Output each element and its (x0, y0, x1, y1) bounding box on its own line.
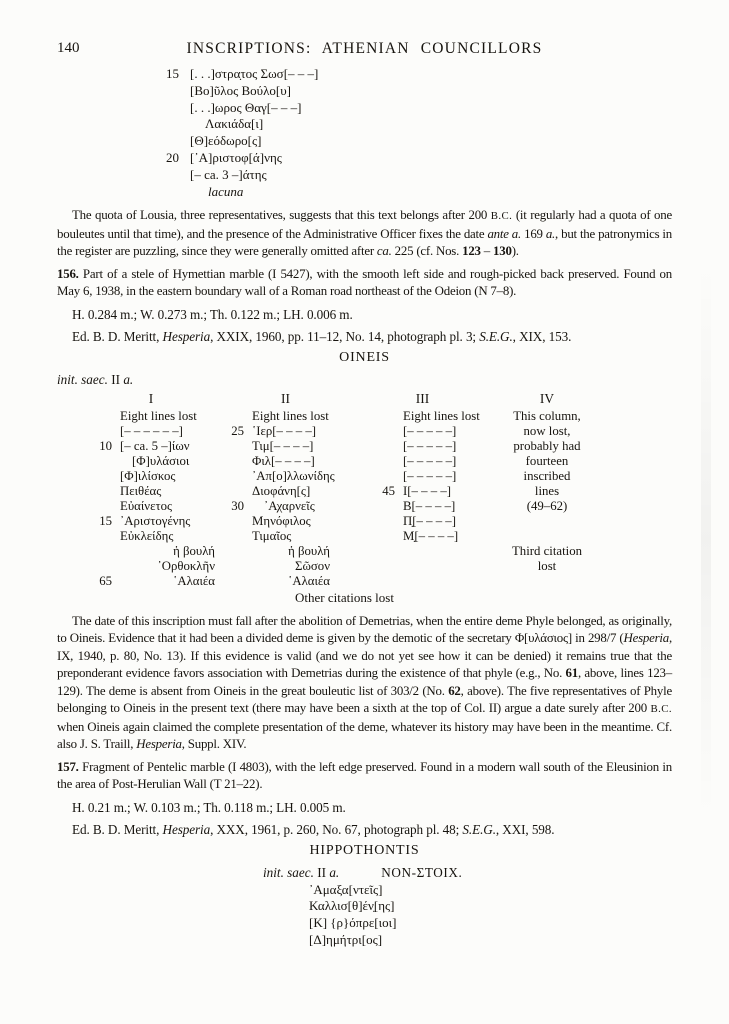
table-cell-col4: inscribed (523, 468, 571, 483)
entry-156-description: 156. Part of a stele of Hymettian marble (I 5427), with the smooth left side and rough-picked back preserved. Found on May 6, 1938, in the eastern boundary wall of a Roman road northeast of the Odeion (N 7–8). (57, 266, 672, 299)
greek-text: [Θ]εόδωρο[ς] (190, 133, 262, 149)
table-cell-col4 (492, 514, 602, 529)
line-number (219, 544, 252, 559)
oineis-register-table (87, 390, 672, 606)
table-row (87, 514, 672, 529)
table-cell-col3 (370, 559, 475, 574)
line-number (370, 424, 403, 439)
line-number (219, 484, 252, 499)
table-row (87, 574, 672, 589)
line-number (87, 484, 120, 499)
line-number (219, 454, 252, 469)
table-cell-col3 (370, 529, 475, 544)
greek-text: [Βο]ῦλος Βούλο[υ] (190, 82, 291, 98)
table-cell-col3 (370, 424, 475, 439)
line-number (370, 529, 403, 544)
table-cell-col4 (492, 529, 602, 544)
greek-text: [– – – – –] (403, 423, 457, 438)
table-cell-col3 (370, 544, 475, 559)
line-number (157, 100, 179, 117)
greek-text: ᾿Αχαρνεῖς (264, 498, 315, 513)
greek-text: Π̣[– – – –] (403, 513, 456, 528)
table-cell-col1 (87, 454, 215, 469)
greek-text: Εὐκλείδης (120, 528, 174, 543)
table-cell-col1 (87, 409, 215, 424)
line-number: 25 (231, 423, 244, 438)
citations-footer: Other citations lost (295, 589, 394, 605)
line-number (87, 454, 120, 469)
line-number (219, 409, 252, 424)
table-cell-col1 (87, 499, 215, 514)
table-row (87, 454, 672, 469)
entry-157-measurements: H. 0.21 m.; W. 0.103 m.; Th. 0.118 m.; LH. 0.005 m. (72, 799, 346, 815)
table-body (87, 409, 672, 589)
line-number: 15 (99, 513, 112, 528)
greek-text: Τιμαῖος (252, 528, 292, 543)
inscription-line (309, 898, 672, 915)
greek-text: [Φ]υλάσιοι (132, 453, 190, 468)
page-title: INSCRIPTIONS: ATHENIAN COUNCILLORS (186, 40, 543, 57)
table-cell-col3 (370, 469, 475, 484)
greek-text: ᾿Αριστογένης (120, 513, 191, 528)
table-cell-col2 (219, 574, 352, 589)
table-cell-col4 (492, 574, 602, 589)
inscription-line (157, 150, 672, 167)
line-number: 30 (231, 498, 244, 513)
table-row (87, 439, 672, 454)
line-number (219, 439, 252, 454)
greek-text (403, 559, 475, 574)
table-cell-col4: probably had (513, 438, 581, 453)
line-number (157, 167, 179, 184)
greek-text: [Δ]ημήτρι[ος] (309, 931, 383, 947)
greek-text: ἡ βουλή (288, 543, 330, 558)
line-number (370, 439, 403, 454)
table-cell-col2 (219, 559, 352, 574)
greek-text: Ι[– – – –] (403, 483, 451, 498)
page-header (57, 40, 672, 58)
greek-text: [. . .]στρα̣τος Σωσ[– – –] (190, 66, 319, 81)
table-row (87, 544, 672, 559)
greek-text: [– – – – –] (403, 468, 457, 483)
table-cell-col4: This column, (513, 408, 581, 423)
line-number (87, 499, 120, 514)
inscription-line (157, 116, 672, 133)
table-row (87, 499, 672, 514)
inscription-line (157, 66, 672, 83)
inscription-157-fragment-list (309, 882, 672, 948)
greek-text: Σῶσον (295, 558, 330, 573)
greek-text: ᾿Απ[ο]λλωνίδης (252, 468, 335, 483)
greek-text: ῾Αλαιέα (288, 573, 330, 588)
table-cell-col3 (370, 574, 475, 589)
line-number (87, 469, 120, 484)
greek-text: Eight lines lost (120, 408, 197, 423)
table-cell-col1 (87, 544, 215, 559)
scan-artifact (701, 260, 711, 820)
oineis-heading: OINEIS (339, 349, 390, 365)
table-cell-col4: fourteen (525, 453, 569, 468)
stoich-label: ΝΟΝ-ΣΤΟΙΧ. (381, 864, 463, 880)
page-number: 140 (57, 40, 80, 56)
entry-156-measurements: H. 0.284 m.; W. 0.273 m.; Th. 0.122 m.; LH. 0.006 m. (72, 306, 353, 322)
greek-text: [. . .]ωρος Θαγ[– – –] (190, 99, 302, 115)
line-number (219, 559, 252, 574)
line-number: 65 (99, 573, 112, 588)
table-cell-col4: lines (534, 483, 560, 498)
table-cell-col2 (219, 484, 352, 499)
greek-text: Μηνόφιλος (252, 513, 311, 528)
greek-text: [– – – – –] (403, 438, 457, 453)
table-row (87, 409, 672, 424)
line-number (87, 529, 120, 544)
line-number (87, 544, 120, 559)
greek-text: Φιλ[– – – –] (252, 453, 315, 468)
inscription-line (309, 932, 672, 949)
table-cell-col2 (219, 439, 352, 454)
greek-text: Eight lines lost (252, 408, 329, 423)
inscription-line (309, 915, 672, 932)
line-number (370, 544, 403, 559)
line-number (157, 116, 179, 133)
greek-text: Εὐαίνετος (120, 498, 173, 513)
greek-text: [– – – – – –] (120, 423, 183, 438)
line-number (370, 514, 403, 529)
line-number: 10 (99, 438, 112, 453)
greek-text: [– – – – –] (403, 453, 457, 468)
entry-156-edition: Ed. B. D. Meritt, Hesperia, XXIX, 1960, pp. 11–12, No. 14, photograph pl. 3; S.E.G., XIX, 153. (72, 328, 572, 344)
line-number (219, 529, 252, 544)
column-header-3: III (415, 390, 430, 406)
inscription-155-fragment-list (157, 66, 672, 200)
inscription-line (157, 184, 672, 201)
greek-text: Καλλισ[θ]έν̣[ης] (309, 898, 395, 914)
inscription-line (157, 167, 672, 184)
table-cell-col2 (219, 499, 352, 514)
table-cell-col4: Third citation (511, 543, 582, 558)
hippothontis-date-note: init. saec. II a. (263, 864, 340, 880)
line-number (370, 454, 403, 469)
greek-text: [᾿Α]ριστοφ[ά]νης (190, 149, 282, 165)
table-cell-col3 (370, 484, 475, 499)
inscription-line (157, 83, 672, 100)
greek-text: [– ca. 5 –]ίων (120, 438, 190, 453)
table-cell-col1 (87, 424, 215, 439)
line-number (219, 469, 252, 484)
line-number (87, 424, 120, 439)
entry-157-description: 157. Fragment of Pentelic marble (I 4803), with the left edge preserved. Found in a modern wall south of the Eleusinion in the area of Post-Herulian Wall (T 21–22). (57, 759, 672, 792)
line-number: 15 (166, 66, 179, 81)
greek-text (403, 574, 475, 589)
column-header-1: I (148, 390, 154, 406)
table-row (87, 469, 672, 484)
column-header-4: IV (539, 390, 555, 406)
table-cell-col4: lost (537, 558, 557, 573)
greek-text: ῾Ιερ[– – – –] (252, 423, 316, 438)
table-cell-col2 (219, 544, 352, 559)
line-number (157, 184, 179, 201)
inscription-line (157, 100, 672, 117)
table-cell-col2 (219, 514, 352, 529)
line-number (370, 574, 403, 589)
greek-text: Πειθέας (120, 483, 162, 498)
greek-text: ᾿Ορθοκλῆν (157, 558, 215, 573)
greek-text: Eight lines lost (403, 408, 480, 423)
table-cell-col3 (370, 439, 475, 454)
line-number (157, 83, 179, 100)
greek-text: lacuna (208, 183, 244, 199)
table-row (87, 559, 672, 574)
line-number (87, 409, 120, 424)
line-number (219, 514, 252, 529)
line-number: 20 (166, 149, 179, 165)
table-cell-col3 (370, 499, 475, 514)
line-number (157, 133, 179, 150)
table-cell-col2 (219, 424, 352, 439)
entry-157-edition: Ed. B. D. Meritt, Hesperia, XXX, 1961, p. 260, No. 67, photograph pl. 48; S.E.G., XXI, 598. (72, 821, 555, 837)
greek-text: [Φ]ιλίσκος (120, 468, 176, 483)
table-cell-col4: (49–62) (526, 498, 568, 513)
inscription-line (309, 882, 672, 899)
column-header-2: II (281, 390, 290, 406)
greek-text (403, 544, 475, 559)
line-number (87, 559, 120, 574)
table-cell-col1 (87, 529, 215, 544)
greek-text: Β[– – – –] (403, 498, 456, 513)
paragraph-date-discussion: The date of this inscription must fall after the abolition of Demetrias, when the entire deme Phyle belonged, as originally, to Oineis. Evidence that it had been a divided deme is given by the demotic of the secretary Φ[υλάσιος] in 298/7 (Hesperia, IX, 1940, p. 80, No. 13). If this evidence is valid (and we do not yet see how it can be denied) it remains true that the preponderant evidence favors association with Demetrias during the existence of that phyle (e.g., No. 61, above, lines 123–129). The deme is absent from Oineis in the great bouleutic list of 303/2 (No. 62, above). The five representatives of Phyle belonging to Oineis in the present text (there may have been a sixth at the top of Col. II) argue a date surely after 200 B.C. when Oineis again claimed the complete presentation of the deme, whatever its history may have been in the meantime. Cf. also J. S. Traill, Hesperia, Suppl. XIV. (57, 613, 672, 752)
line-number (219, 574, 252, 589)
greek-text: Διοφάνη[ς] (252, 483, 311, 498)
greek-text: Μ̣[– – – –] (403, 528, 459, 543)
line-number (370, 469, 403, 484)
table-row (87, 424, 672, 439)
oineis-date-note: init. saec. II a. (57, 371, 134, 387)
table-cell-col1 (87, 484, 215, 499)
table-cell-col3 (370, 408, 480, 424)
table-cell-col2 (219, 454, 352, 469)
hippothontis-heading: HIPPOTHONTIS (309, 842, 420, 858)
inscription-line (157, 133, 672, 150)
greek-text: ἡ βουλή (173, 543, 215, 558)
table-row (87, 529, 672, 544)
greek-text: [– ca. 3 –]άτης (190, 166, 267, 182)
table-cell-col1 (87, 469, 215, 484)
table-cell-col3 (370, 514, 475, 529)
line-number (370, 559, 403, 574)
table-cell-col2 (219, 529, 352, 544)
table-cell-col3 (370, 454, 475, 469)
table-cell-col2 (219, 409, 352, 424)
table-row (87, 484, 672, 499)
line-number: 45 (382, 483, 395, 498)
table-cell-col1 (87, 514, 215, 529)
greek-text: Τιμ[– – – –] (252, 438, 314, 453)
table-cell-col1 (87, 559, 215, 574)
table-cell-col1 (87, 439, 215, 454)
greek-text: [Κ] {ρ}όπρε[ιοι] (309, 915, 397, 931)
greek-text: ῾Αλαιέα (173, 573, 215, 588)
table-cell-col2 (219, 469, 352, 484)
line-number (370, 409, 403, 424)
table-cell-col1 (87, 574, 215, 589)
table-cell-col4: now lost, (523, 423, 571, 438)
hippothontis-date-row (263, 864, 672, 881)
greek-text: Λακιάδα[ι] (205, 116, 264, 132)
column-header-row (87, 390, 672, 407)
greek-text: ᾿Αμαξα[ντεῖς] (309, 881, 383, 897)
paragraph-quota-lousia: The quota of Lousia, three representatives, suggests that this text belongs after 200 B.C. (it regularly had a quota of one bouleutes until that time), and the presence of the Administrative Officer fixes the date ante a. 169 a., but the patronymics in the register are puzzling, since they were generally omitted after ca. 225 (cf. Nos. 123 – 130). (57, 208, 673, 259)
line-number (370, 499, 403, 514)
